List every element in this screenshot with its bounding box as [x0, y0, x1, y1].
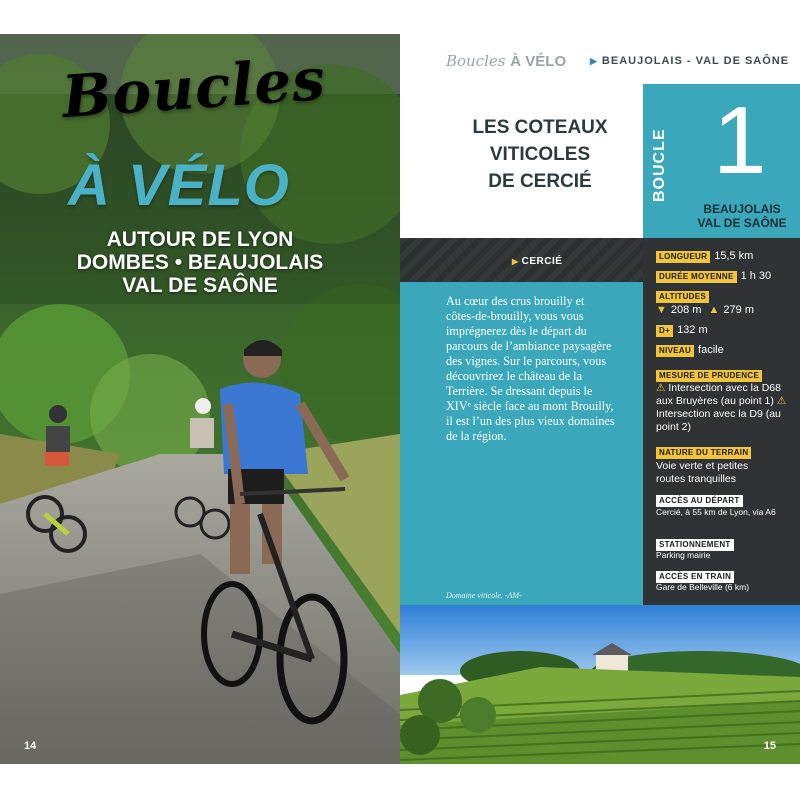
- subtitle-line: DOMBES • BEAUJOLAIS: [76, 251, 324, 274]
- train-text: Gare de Belleville (6 km): [656, 582, 750, 592]
- info-niveau: [656, 344, 724, 357]
- boucle-badge: [643, 84, 800, 238]
- dplus-tag: D+: [656, 325, 673, 337]
- info-duree: [656, 270, 771, 283]
- region-header: [590, 55, 789, 67]
- location-label-text: CERCIÉ: [521, 256, 563, 267]
- niveau-value: facile: [698, 344, 724, 356]
- cyclists-photo: [0, 34, 400, 764]
- page-number-right: 15: [763, 740, 776, 752]
- brand-bold: À VÉLO: [510, 53, 567, 70]
- route-title-line: VITICOLES: [489, 144, 591, 165]
- cover-script-title: Boucles: [59, 44, 328, 132]
- location-label: [512, 256, 562, 267]
- info-altitude-values: [656, 304, 754, 316]
- altitude-max: 279 m: [723, 304, 754, 316]
- prudence-text-1: Intersection avec la D68 aux Bruyères (au point 1): [656, 382, 781, 407]
- dplus-value: 132 m: [677, 324, 708, 336]
- info-longueur: [656, 250, 753, 263]
- duree-tag: DURÉE MOYENNE: [656, 271, 737, 283]
- left-page: [0, 34, 400, 764]
- duree-value: 1 h 30: [740, 270, 772, 282]
- info-dplus: [656, 324, 708, 337]
- triangle-right-icon: ▶: [512, 257, 519, 266]
- intro-text: Au cœur des crus brouilly et côtes-de-brouilly, vous vous imprégnerez dès le départ du parcours de l’ambiance paysagère des vignes. Sur le parcours, vous découvrirez le château de la Terrière. Se dressant depuis le XIVᵉ siècle face au mont Brouilly, il est l’un des plus vieux domaines de la région.: [446, 294, 615, 443]
- altitudes-tag: ALTITUDES: [656, 291, 709, 303]
- triangle-right-icon: ▶: [590, 56, 598, 66]
- route-title-line: LES COTEAUX: [472, 117, 608, 138]
- subtitle-line: VAL DE SAÔNE: [122, 274, 278, 297]
- photo-caption: Domaine viticole. -AM-: [446, 591, 522, 600]
- boucle-number: 1: [713, 87, 767, 194]
- prudence-text: [656, 382, 796, 434]
- stationnement-tag: STATIONNEMENT: [656, 539, 734, 551]
- boucle-region-line: BEAUJOLAIS: [703, 202, 781, 216]
- boucle-region: [683, 202, 800, 230]
- route-title-line: DE CERCIÉ: [488, 171, 592, 192]
- info-acces: [656, 494, 743, 507]
- altitude-min: 208 m: [670, 304, 702, 316]
- subtitle-line: AUTOUR DE LYON: [106, 228, 294, 251]
- cover-velo-title: À VÉLO: [68, 153, 290, 218]
- route-title: [440, 114, 640, 195]
- right-page: [400, 34, 800, 764]
- acces-text: Cercié, à 55 km de Lyon, via A6: [656, 507, 776, 517]
- arrow-up-icon: ▲: [708, 304, 720, 316]
- terrain-text: Voie verte et petites routes tranquilles: [656, 460, 749, 485]
- niveau-tag: NIVEAU: [656, 345, 694, 357]
- warning-icon: ⚠: [656, 382, 666, 394]
- boucle-label: BOUCLE: [651, 128, 668, 202]
- arrow-down-icon: ▼: [656, 304, 667, 316]
- longueur-value: 15,5 km: [714, 250, 754, 262]
- cover-subtitle: [0, 228, 400, 297]
- longueur-tag: LONGUEUR: [656, 251, 710, 263]
- info-prudence: [656, 369, 762, 382]
- region-header-text: BEAUJOLAIS - VAL DE SAÔNE: [601, 55, 790, 67]
- brand-script: Boucles: [446, 52, 506, 70]
- acces-tag: ACCÈS AU DÉPART: [656, 495, 743, 507]
- stationnement-text: Parking mairie: [656, 550, 711, 560]
- boucle-region-line: VAL DE SAÔNE: [697, 216, 787, 230]
- brand-header: [446, 52, 566, 70]
- prudence-text-2: Intersection avec la D9 (au point 2): [656, 408, 781, 433]
- prudence-tag: MESURE DE PRUDENCE: [656, 370, 762, 382]
- vineyard-photo: [400, 605, 800, 764]
- info-terrain: [656, 446, 751, 459]
- warning-icon: ⚠: [776, 395, 787, 407]
- train-tag: ACCÈS EN TRAIN: [656, 571, 734, 583]
- info-altitudes: [656, 290, 709, 303]
- terrain-tag: NATURE DU TERRAIN: [656, 447, 751, 459]
- page-number-left: 14: [24, 740, 37, 752]
